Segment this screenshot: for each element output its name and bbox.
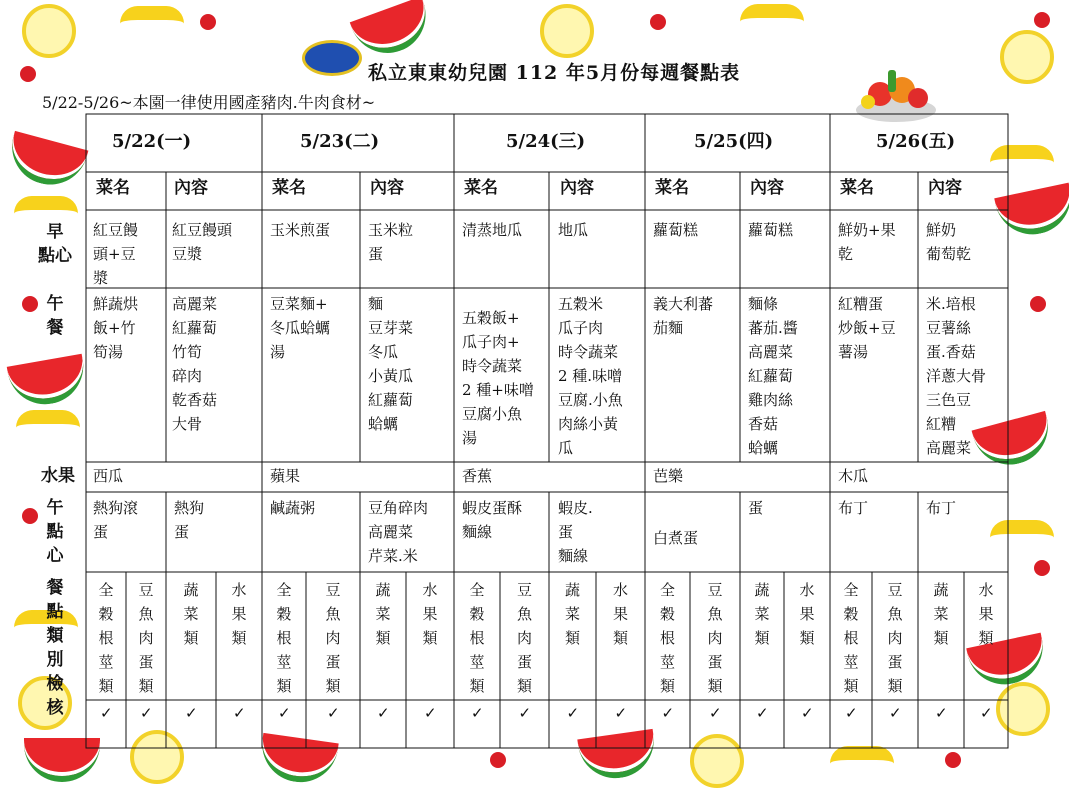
fruit: 芭樂: [653, 467, 684, 485]
lunch-content: 麵 豆芽菜 冬瓜 小黃瓜 紅蘿蔔 蛤蠣: [368, 295, 414, 433]
breakfast-content: 紅豆饅頭 豆漿: [172, 221, 233, 263]
fruit: 西瓜: [93, 467, 124, 485]
pm-snack-name: 白煮蛋: [653, 529, 699, 547]
check-category-label: 蔬 菜 類: [375, 581, 391, 647]
fruit: 香蕉: [462, 467, 493, 485]
col-header-content: 內容: [928, 178, 962, 198]
check-mark: ✓: [889, 704, 902, 722]
breakfast-name: 蘿蔔糕: [653, 221, 699, 239]
pm-snack-name: 布丁: [838, 499, 869, 517]
fruit: 木瓜: [838, 467, 869, 485]
lunch-name: 鮮蔬烘 飯+竹 筍湯: [93, 295, 139, 361]
lunch-name: 五穀飯+ 瓜子肉+ 時令蔬菜 2 種+味噌 豆腐小魚 湯: [462, 309, 534, 447]
check-mark: ✓: [661, 704, 675, 722]
check-category-label: 全 穀 根 莖 類: [843, 581, 859, 695]
check-mark: ✓: [756, 704, 769, 722]
check-category-label: 豆 魚 肉 蛋 類: [887, 581, 903, 695]
day-header: 5/24(三): [506, 131, 586, 152]
check-category-label: 豆 魚 肉 蛋 類: [516, 581, 532, 695]
pm-snack-content: 蛋: [748, 499, 764, 517]
pm-snack-name: 蝦皮蛋酥 麵線: [462, 499, 523, 541]
day-header: 5/25(四): [694, 131, 774, 152]
col-header-name: 菜名: [96, 178, 130, 198]
check-mark: ✓: [278, 704, 291, 722]
check-category-label: 水 果 類: [978, 581, 994, 647]
pm-snack-name: 熱狗滾 蛋: [93, 499, 139, 541]
col-header-content: 內容: [174, 178, 208, 198]
pm-snack-content: 熱狗 蛋: [174, 499, 205, 541]
breakfast-content: 地瓜: [558, 221, 589, 239]
check-category-label: 水 果 類: [612, 581, 628, 647]
check-mark: ✓: [980, 704, 993, 722]
check-mark: ✓: [801, 704, 814, 722]
pm-snack-content: 豆角碎肉 高麗菜 芹菜.米: [368, 499, 429, 565]
col-header-content: 內容: [750, 178, 784, 198]
lunch-content: 高麗菜 紅蘿蔔 竹筍 碎肉 乾香菇 大骨: [172, 295, 218, 433]
check-category-label: 蔬 菜 類: [933, 581, 949, 647]
day-header: 5/26(五): [876, 131, 956, 152]
check-category-label: 豆 魚 肉 蛋 類: [707, 581, 723, 695]
breakfast-name: 玉米煎蛋: [270, 221, 331, 239]
lunch-content: 五穀米 瓜子肉 時令蔬菜 2 種.味噌 豆腐.小魚 肉絲小黃 瓜: [558, 295, 623, 457]
check-mark: ✓: [140, 704, 153, 722]
breakfast-name: 鮮奶+果 乾: [838, 221, 896, 263]
check-mark: ✓: [709, 704, 722, 722]
row-label-breakfast: 早 點心: [38, 222, 72, 266]
check-mark: ✓: [377, 704, 390, 722]
check-mark: ✓: [424, 704, 437, 722]
check-category-label: 水 果 類: [422, 581, 438, 647]
lunch-name: 紅糟蛋 炒飯+豆 薯湯: [838, 295, 896, 361]
check-category-label: 全 穀 根 莖 類: [98, 581, 114, 695]
row-label-afternoon: 午 點 心: [46, 498, 64, 566]
row-label-lunch: 午 餐: [46, 294, 64, 338]
check-mark: ✓: [185, 704, 198, 722]
breakfast-content: 蘿蔔糕: [748, 221, 794, 239]
check-category-label: 豆 魚 肉 蛋 類: [325, 581, 341, 695]
fruit: 蘋果: [270, 467, 301, 485]
check-mark: ✓: [327, 704, 340, 722]
day-header: 5/23(二): [300, 131, 380, 152]
col-header-name: 菜名: [655, 178, 689, 198]
check-category-label: 全 穀 根 莖 類: [469, 581, 485, 695]
breakfast-content: 鮮奶 葡萄乾: [926, 221, 972, 263]
check-mark: ✓: [518, 704, 532, 722]
pm-snack-content: 布丁: [926, 499, 957, 517]
page-subtitle: 5/22-5/26~本園一律使用國產豬肉.牛肉食材~: [42, 93, 376, 112]
check-mark: ✓: [614, 704, 628, 722]
check-category-label: 全 穀 根 莖 類: [276, 581, 292, 695]
check-mark: ✓: [935, 704, 948, 722]
check-mark: ✓: [233, 704, 246, 722]
breakfast-name: 紅豆饅 頭+豆 漿: [93, 221, 139, 287]
lunch-content: 米.培根 豆薯絲 蛋.香菇 洋蔥大骨 三色豆 紅糟 高麗菜: [926, 295, 987, 457]
check-mark: ✓: [100, 704, 113, 722]
row-label-check: 餐 點 類 別 檢 核: [46, 578, 64, 718]
check-category-label: 蔬 菜 類: [564, 581, 580, 647]
check-category-label: 蔬 菜 類: [754, 581, 770, 647]
pm-snack-content: 蝦皮. 蛋 麵線: [558, 499, 593, 565]
col-header-name: 菜名: [272, 178, 306, 198]
check-mark: ✓: [471, 704, 484, 722]
check-category-label: 蔬 菜 類: [183, 581, 199, 647]
check-category-label: 豆 魚 肉 蛋 類: [138, 581, 154, 695]
col-header-content: 內容: [560, 178, 594, 198]
col-header-content: 內容: [370, 178, 404, 198]
pm-snack-name: 鹹蔬粥: [270, 499, 316, 517]
page-title: 私立東東幼兒園 112 年5月份每週餐點表: [368, 62, 741, 84]
day-header: 5/22(一): [112, 131, 192, 152]
check-mark: ✓: [845, 704, 858, 722]
check-mark: ✓: [566, 704, 580, 722]
lunch-content: 麵條 蕃茄.醬 高麗菜 紅蘿蔔 雞肉絲 香菇 蛤蠣: [748, 295, 798, 457]
col-header-name: 菜名: [840, 178, 874, 198]
row-label-fruit: 水果: [41, 466, 75, 486]
breakfast-name: 清蒸地瓜: [462, 221, 523, 239]
check-category-label: 全 穀 根 莖 類: [659, 581, 675, 695]
lunch-name: 義大利蕃 茄麵: [653, 295, 714, 337]
breakfast-content: 玉米粒 蛋: [368, 221, 414, 263]
col-header-name: 菜名: [464, 178, 498, 198]
check-category-label: 水 果 類: [799, 581, 815, 647]
lunch-name: 豆菜麵+ 冬瓜蛤蠣 湯: [270, 295, 331, 361]
check-category-label: 水 果 類: [231, 581, 247, 647]
